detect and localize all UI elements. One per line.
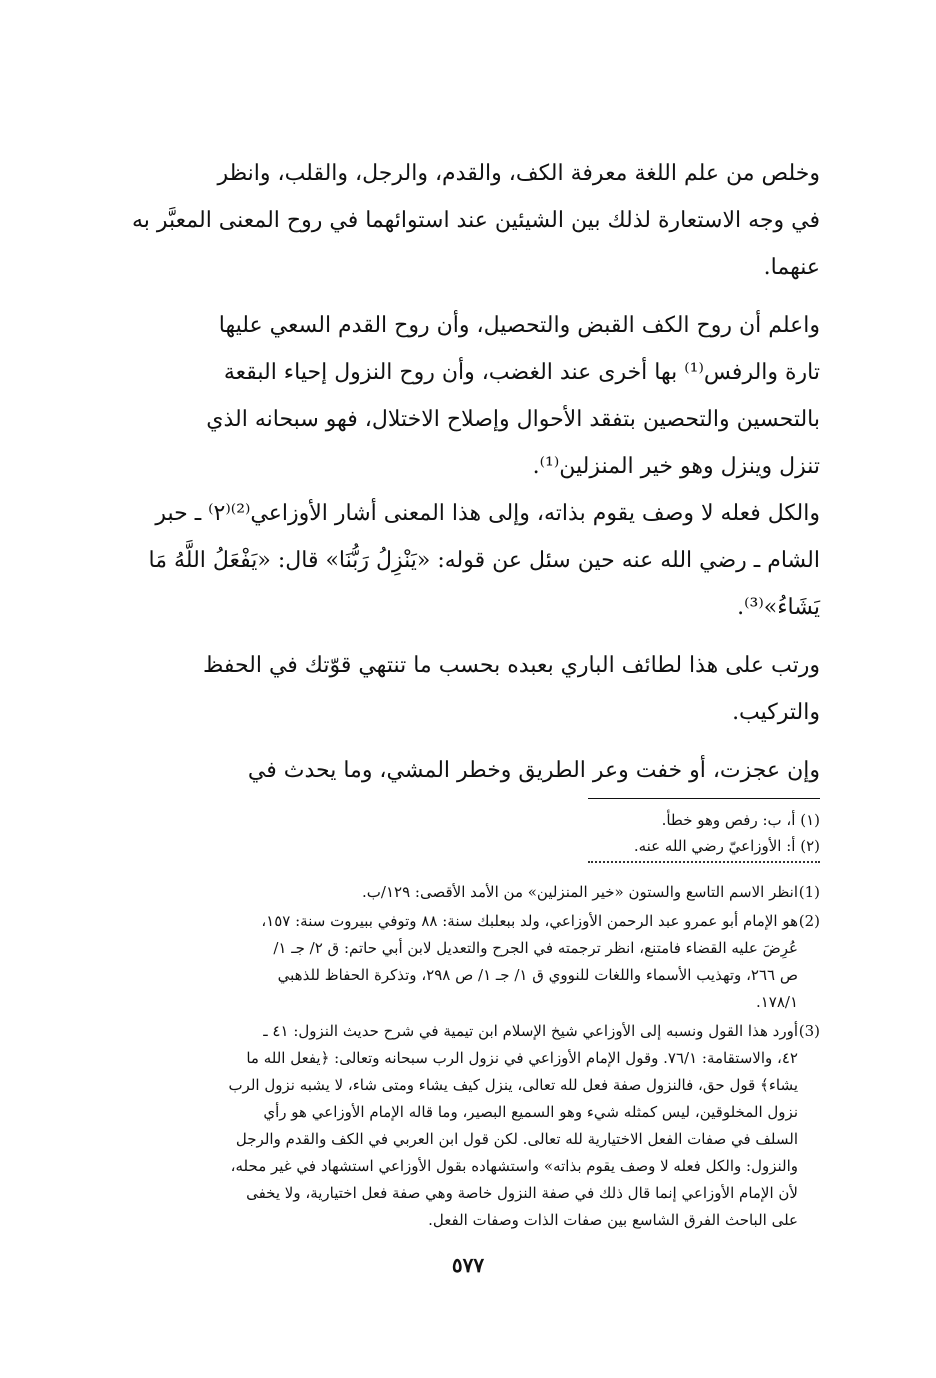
- dotted-separator: [588, 861, 820, 873]
- footnote-line: هو الإمام أبو عمرو عبد الرحمن الأوزاعي، ولد ببعلبك سنة: ٨٨ وتوفي ببيروت سنة: ١٥٧،: [261, 912, 798, 930]
- variant-note: (١) أ، ب: رفص وهو خطأ.: [661, 811, 820, 829]
- variant-notes: [118, 807, 820, 859]
- text-line: وخلص من علم اللغة معرفة الكف، والقدم، والرجل، والقلب، وانظر: [217, 161, 820, 186]
- text-line: الشام ـ رضي الله عنه حين سئل عن قوله: «يَنْزِلُ رَبُّنَا» قال: «يَفْعَلُ اللَّهُ مَا: [148, 548, 820, 573]
- footnote-number: (2): [798, 912, 820, 930]
- footnote-line: نزول المخلوقين، ليس كمثله شيء وهو السميع البصير، وما قاله الإمام الأوزاعي هو رأي: [263, 1103, 798, 1121]
- footnote-line: انظر الاسم التاسع والستون «خير المنزلين» من الأمد الأقصى: ١٢٩/ب.: [362, 883, 798, 901]
- text-line: عنهما.: [763, 255, 820, 280]
- footnote-line: أورد هذا القول ونسبه إلى الأوزاعي شيخ الإسلام ابن تيمية في شرح حديث النزول: ٤١ ـ: [263, 1022, 798, 1040]
- footnote-line: لأن الإمام الأوزاعي إنما قال ذلك في صفة النزول خاصة وهي صفة فعل اختيارية، ولا يخفى: [246, 1184, 798, 1202]
- footnote-line: على الباحث الفرق الشاسع بين صفات الذات وصفات الفعل.: [428, 1211, 798, 1229]
- footnote: [118, 879, 820, 906]
- paragraph: [118, 150, 820, 291]
- text-line: في وجه الاستعارة لذلك بين الشيئين عند استوائهما في روح المعنى المعبَّر به: [131, 208, 820, 233]
- footnote-line: ١٧٨/١.: [755, 993, 798, 1011]
- page-number: ٥٧٧: [451, 1253, 485, 1277]
- paragraph: [118, 490, 820, 631]
- footnote-line: ٤٢، والاستقامة: ٧٦/١. وقول الإمام الأوزاعي في نزول الرب سبحانه وتعالى: ﴿يفعل الله ما: [246, 1049, 798, 1067]
- text-line: واعلم أن روح الكف القبض والتحصيل، وأن روح القدم السعي عليها: [218, 313, 820, 338]
- text-line: ورتب على هذا لطائف الباري بعبده بحسب ما تنتهي قوّتك في الحفظ: [202, 653, 820, 678]
- footnote-number: (3): [798, 1022, 820, 1040]
- footnote-line: يشاء﴾ قول حق، فالنزول صفة فعل لله تعالى، ينزل كيف يشاء ومتى شاء، لا يشبه نزول الرب: [228, 1076, 798, 1094]
- footnotes: [118, 879, 820, 1234]
- text-line: يَشَاءُ»⁽³⁾.: [737, 595, 820, 620]
- footnote-separator: [588, 798, 820, 799]
- text-line: تنزل وينزل وهو خير المنزلين⁽¹⁾.: [532, 454, 820, 479]
- footnote-number: (1): [798, 883, 820, 901]
- paragraph: [118, 642, 820, 736]
- text-line: تارة والرفس⁽¹⁾ بها أخرى عند الغضب، وأن روح النزول إحياء البقعة: [223, 360, 820, 385]
- footnote-line: السلف في صفات الفعل الاختيارية لله تعالى. لكن قول ابن العربي في الكف والقدم والرجل: [235, 1130, 798, 1148]
- footnote-text: [118, 879, 798, 906]
- book-page: [118, 150, 820, 1350]
- footnote-line: والنزول: والكل فعله لا وصف يقوم بذاته» واستشهاده بقول الأوزاعي استشهاد في غير محله،: [230, 1157, 798, 1175]
- text-line: بالتحسين والتحصين بتفقد الأحوال وإصلاح الاختلال، فهو سبحانه الذي: [206, 407, 820, 432]
- variant-note: (٢) أ: الأوزاعيّ رضي الله عنه.: [633, 837, 820, 855]
- footnote: [118, 1018, 820, 1234]
- main-text: [118, 150, 820, 794]
- text-line: وإن عجزت، أو خفت وعر الطريق وخطر المشي، وما يحدث في: [247, 758, 820, 783]
- footnote-text: [118, 908, 798, 1016]
- text-line: والكل فعله لا وصف يقوم بذاته، وإلى هذا المعنى أشار الأوزاعي⁽²⁾⁽٢⁾ ـ حبر: [155, 501, 820, 526]
- paragraph: [118, 747, 820, 794]
- text-line: والتركيب.: [732, 700, 820, 725]
- paragraph: [118, 302, 820, 490]
- footnote: [118, 908, 820, 1016]
- footnote-line: ص ٢٦٦، وتهذيب الأسماء واللغات للنووي ق ١/ جـ ١/ ص ٢٩٨، وتذكرة الحفاظ للذهبي: [277, 966, 798, 984]
- footnote-line: عُرِضَ عليه القضاء فامتنع، انظر ترجمته في الجرح والتعديل لابن أبي حاتم: ق ٢/ جـ ١/: [273, 939, 798, 957]
- footnote-text: [118, 1018, 798, 1234]
